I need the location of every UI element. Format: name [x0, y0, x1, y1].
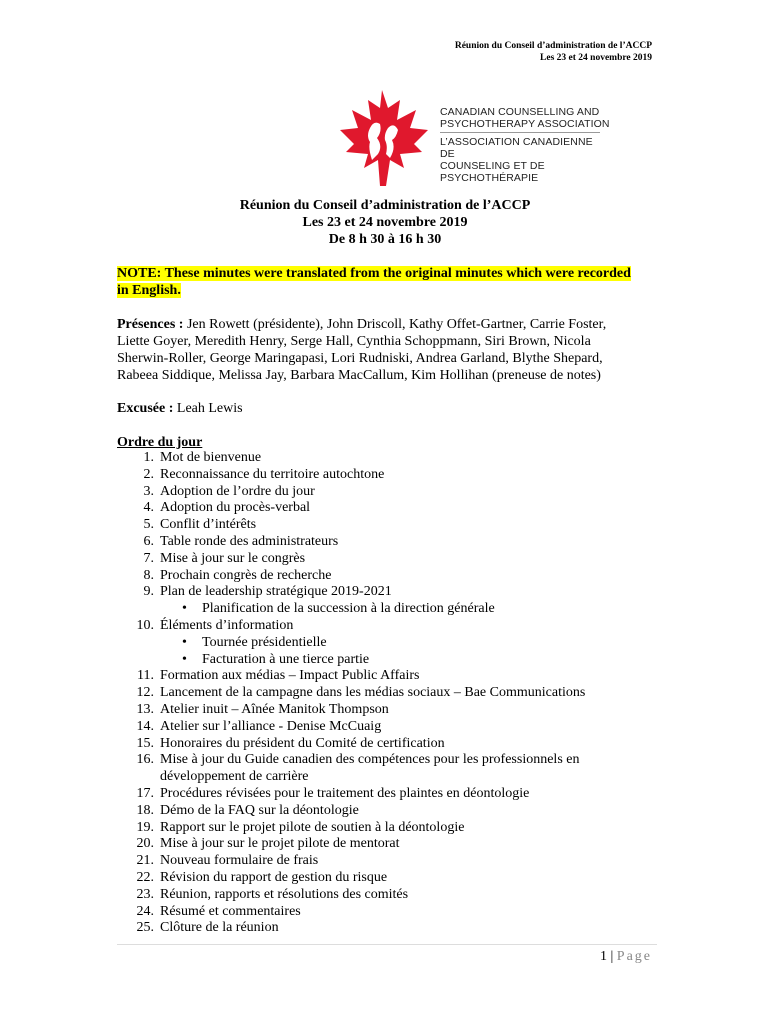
agenda-item	[117, 584, 657, 618]
note-line-2: in English.	[117, 283, 181, 298]
agenda-item	[117, 450, 657, 467]
agenda-item-number: 13.	[136, 701, 154, 717]
agenda-item-number: 21.	[136, 853, 154, 869]
agenda-item-number: 11.	[137, 668, 154, 684]
agenda-item-text: Prochain congrès de recherche	[160, 567, 332, 583]
agenda-item-number: 2.	[143, 466, 154, 482]
footer-divider	[117, 944, 657, 945]
agenda-item-number: 4.	[143, 500, 154, 516]
page-number: 1	[599, 949, 607, 964]
agenda-sublist	[160, 601, 657, 618]
agenda-item-number: 20.	[136, 836, 154, 852]
agenda-item	[117, 618, 657, 668]
agenda-item	[117, 820, 657, 837]
agenda-item-text: Adoption du procès-verbal	[160, 500, 311, 516]
agenda-subitem-text: Facturation à une tierce partie	[202, 651, 370, 667]
agenda-item-number: 19.	[136, 819, 154, 835]
title-line-2: Les 23 et 24 novembre 2019	[302, 215, 468, 230]
agenda-item-number: 1.	[143, 450, 154, 465]
agenda-item-number: 8.	[143, 567, 154, 583]
agenda-item-number: 23.	[136, 886, 154, 902]
page-separator: |	[606, 949, 617, 964]
agenda-subitem	[160, 652, 657, 669]
maple-leaf-icon	[330, 88, 435, 188]
agenda-item-text: Résumé et commentaires	[160, 903, 301, 919]
agenda-item-number: 18.	[136, 802, 154, 818]
agenda-item	[117, 719, 657, 736]
logo-wordmark	[440, 106, 610, 184]
agenda-item-number: 5.	[143, 517, 154, 533]
agenda-item-number: 22.	[136, 869, 154, 885]
attendance-line-2: Liette Goyer, Meredith Henry, Serge Hall, Cynthia Schoppmann, Siri Brown, Nicola	[117, 334, 591, 349]
agenda-item-text: Lancement de la campagne dans les médias sociaux – Bae Communications	[160, 685, 586, 701]
attendance-line-4: Rabeea Siddique, Melissa Jay, Barbara MacCallum, Kim Hollihan (preneuse de notes)	[117, 368, 601, 383]
agenda-item	[117, 568, 657, 585]
page-footer	[600, 948, 652, 965]
agenda-item-number: 15.	[136, 735, 154, 751]
attendance-line-1: Jen Rowett (présidente), John Driscoll, Kathy Offet-Gartner, Carrie Foster,	[183, 317, 607, 332]
agenda-item-number: 14.	[136, 718, 154, 734]
translation-note	[117, 265, 657, 299]
agenda-item	[117, 853, 657, 870]
agenda-item-text: Table ronde des administrateurs	[160, 533, 339, 549]
agenda-subitem-text: Planification de la succession à la direction générale	[202, 601, 495, 617]
agenda-item-number: 17.	[136, 785, 154, 801]
excused-label: Excusée :	[117, 401, 174, 416]
logo-divider	[440, 132, 600, 133]
agenda-item-number: 25.	[136, 920, 154, 936]
agenda-item	[117, 887, 657, 904]
agenda-item-text: Plan de leadership stratégique 2019-2021	[160, 584, 392, 600]
running-header	[455, 40, 652, 64]
agenda-item-text: Mise à jour sur le congrès	[160, 550, 306, 566]
document-title	[0, 197, 770, 248]
agenda-list	[117, 450, 657, 937]
agenda-item	[117, 517, 657, 534]
agenda-item-text: Atelier inuit – Aînée Manitok Thompson	[160, 701, 389, 717]
agenda-item	[117, 736, 657, 753]
logo-text-fr-2: COUNSELING ET DE PSYCHOTHÉRAPIE	[440, 160, 545, 184]
agenda-item-text: Réunion, rapports et résolutions des comités	[160, 886, 409, 902]
agenda-item-text: Mise à jour du Guide canadien des compétences pour les professionnels en développement de carrière	[160, 752, 580, 785]
excused-paragraph	[117, 400, 657, 417]
agenda-item	[117, 752, 657, 786]
agenda-item-text: Formation aux médias – Impact Public Affairs	[160, 668, 420, 684]
agenda-item-text: Révision du rapport de gestion du risque	[160, 869, 388, 885]
bullet-icon: •	[182, 634, 187, 650]
running-header-title: Réunion du Conseil d’administration de l’ACCP	[454, 41, 652, 51]
agenda-item	[117, 484, 657, 501]
agenda-item-number: 6.	[143, 533, 154, 549]
running-header-date: Les 23 et 24 novembre 2019	[540, 53, 652, 63]
agenda-item	[117, 920, 657, 937]
title-line-1: Réunion du Conseil d’administration de l’ACCP	[239, 198, 531, 213]
logo-text-fr-1: L’ASSOCIATION CANADIENNE DE	[440, 136, 593, 160]
attendance-label: Présences :	[117, 317, 184, 332]
agenda-item-text: Mot de bienvenue	[160, 450, 262, 465]
agenda-item-number: 12.	[136, 685, 154, 701]
agenda-item-text: Démo de la FAQ sur la déontologie	[160, 802, 359, 818]
agenda-item	[117, 551, 657, 568]
agenda-sublist	[160, 635, 657, 669]
agenda-item	[117, 467, 657, 484]
agenda-item-text: Conflit d’intérêts	[160, 517, 257, 533]
agenda-item	[117, 870, 657, 887]
agenda-item-number: 9.	[143, 584, 154, 600]
agenda-item	[117, 803, 657, 820]
agenda-item-text: Adoption de l’ordre du jour	[160, 483, 315, 499]
agenda-item-text: Clôture de la réunion	[160, 920, 279, 936]
agenda-subitem	[160, 635, 657, 652]
agenda-item-text: Mise à jour sur le projet pilote de mentorat	[160, 836, 400, 852]
agenda-item	[117, 668, 657, 685]
attendance-paragraph	[117, 316, 657, 384]
agenda-item	[117, 904, 657, 921]
note-line-1: NOTE: These minutes were translated from the original minutes which were recorded	[117, 266, 631, 281]
agenda-item-number: 16.	[136, 752, 154, 768]
agenda-item-text: Procédures révisées pour le traitement des plaintes en déontologie	[160, 785, 530, 801]
agenda-item	[117, 500, 657, 517]
agenda-item-number: 24.	[136, 903, 154, 919]
agenda-subitem-text: Tournée présidentielle	[202, 634, 327, 650]
agenda-item-text: Honoraires du président du Comité de certification	[160, 735, 445, 751]
attendance-line-3: Sherwin-Roller, George Maringapasi, Lori Rudniski, Andrea Garland, Blythe Shepard,	[117, 351, 603, 366]
agenda-item	[117, 702, 657, 719]
agenda-item-text: Éléments d’information	[160, 617, 294, 633]
logo-text-en-2: PSYCHOTHERAPY ASSOCIATION	[440, 118, 610, 130]
logo-text-en-1: CANADIAN COUNSELLING AND	[440, 106, 600, 118]
agenda-item-text: Nouveau formulaire de frais	[160, 853, 319, 869]
title-line-3: De 8 h 30 à 16 h 30	[328, 232, 442, 247]
excused-names: Leah Lewis	[173, 401, 243, 416]
bullet-icon: •	[182, 651, 187, 667]
agenda-subitem	[160, 601, 657, 618]
agenda-item	[117, 534, 657, 551]
agenda-item	[117, 685, 657, 702]
agenda-item-number: 3.	[143, 483, 154, 499]
agenda-item-text: Reconnaissance du territoire autochtone	[160, 466, 385, 482]
agenda-heading: Ordre du jour	[117, 435, 203, 450]
agenda-item-number: 7.	[143, 550, 154, 566]
agenda-item	[117, 836, 657, 853]
agenda-item-text: Rapport sur le projet pilote de soutien à la déontologie	[160, 819, 465, 835]
bullet-icon: •	[182, 601, 187, 617]
ccpa-logo	[330, 88, 610, 198]
page-label: Page	[616, 949, 652, 964]
agenda-item-text: Atelier sur l’alliance - Denise McCuaig	[160, 718, 382, 734]
agenda-item	[117, 786, 657, 803]
agenda-item-number: 10.	[136, 617, 154, 633]
